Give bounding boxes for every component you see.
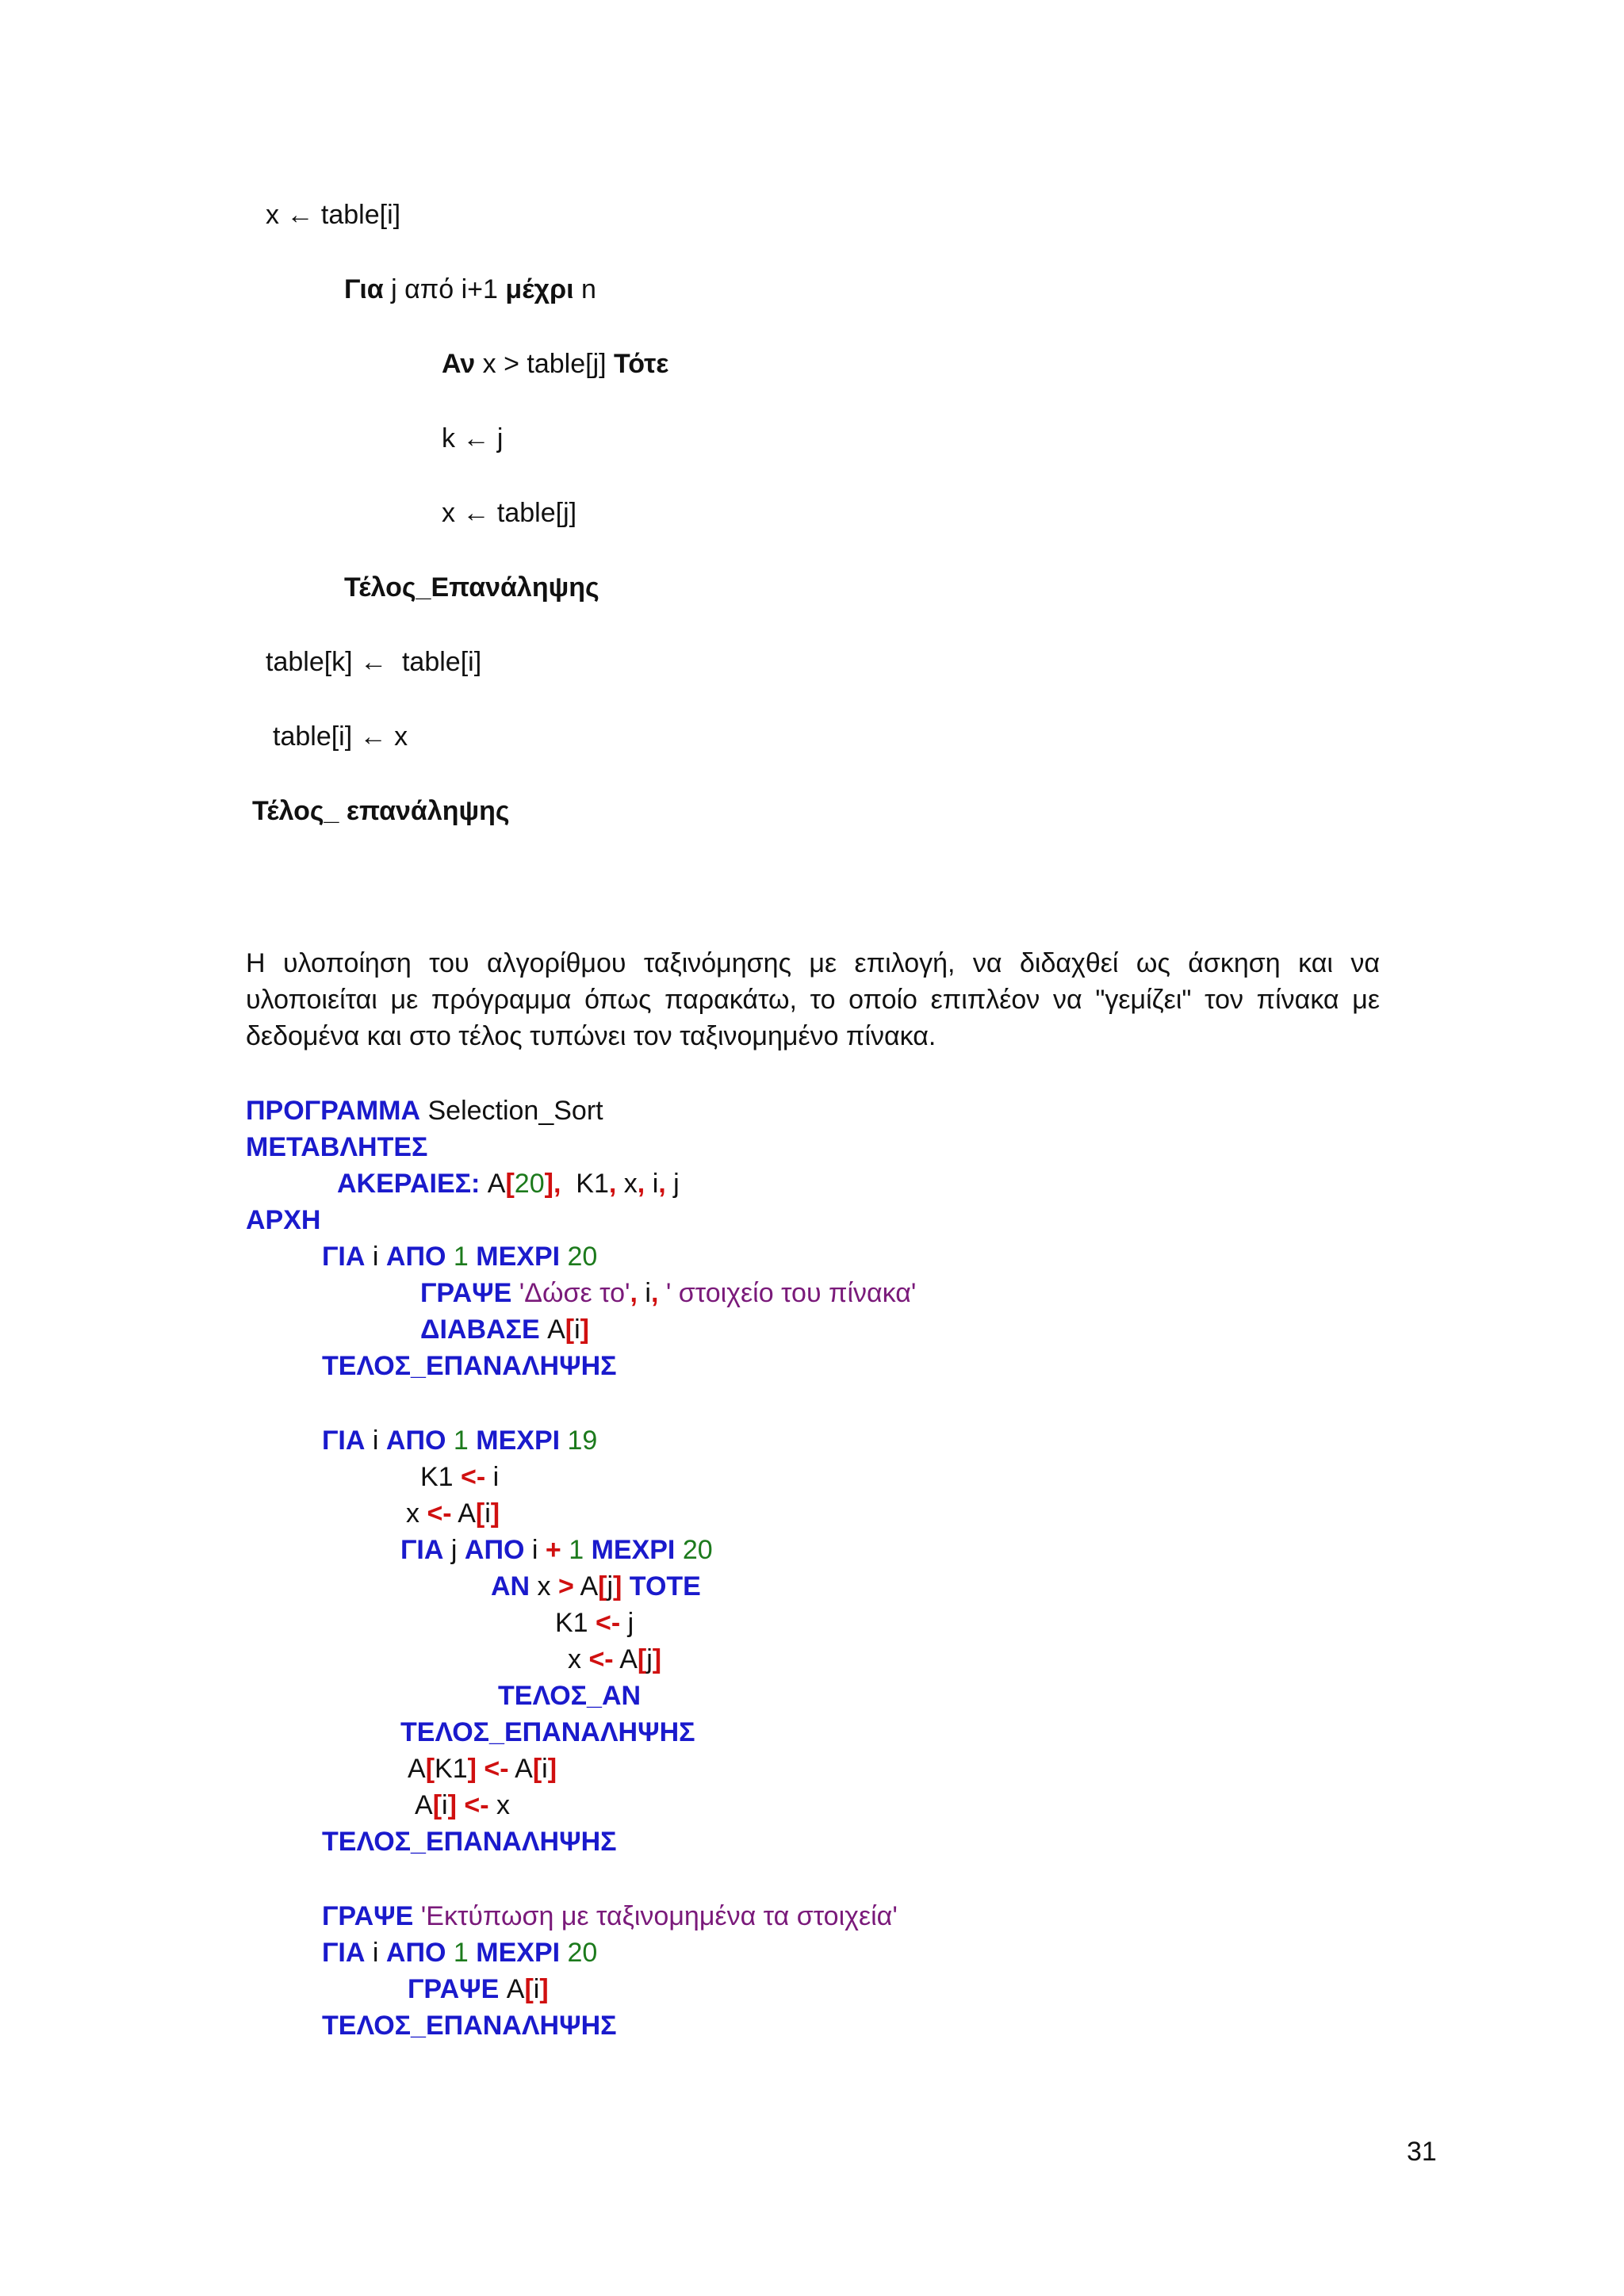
code-line-4	[246, 1204, 320, 1236]
keyword: Τέλος_Επανάληψης	[344, 572, 599, 603]
bracket: [	[505, 1169, 515, 1199]
code-line-13	[491, 1571, 701, 1602]
pseudo-line-6	[344, 572, 599, 603]
keyword: ΠΡΟΓΡΑΜΜΑ	[246, 1096, 421, 1126]
keyword: Τέλος_ επανάληψης	[252, 796, 510, 826]
left-arrow-icon: ←	[286, 200, 314, 230]
text: x	[266, 200, 287, 230]
plus-operator: +	[545, 1535, 561, 1565]
code-line-20	[322, 1826, 617, 1858]
text: j	[620, 1608, 634, 1638]
text: A	[613, 1644, 638, 1674]
code-line-7	[420, 1314, 589, 1345]
pseudo-line-1	[266, 199, 400, 231]
text: i	[637, 1278, 651, 1308]
text: i	[645, 1169, 659, 1199]
bracket: ]	[447, 1790, 457, 1820]
text: x	[488, 1790, 510, 1820]
comma: ,	[630, 1278, 638, 1308]
text: K1	[420, 1462, 462, 1492]
text: i	[485, 1462, 500, 1492]
text: table[i]	[273, 721, 360, 752]
code-line-19	[415, 1789, 510, 1821]
bracket: ]	[467, 1754, 477, 1784]
text: i	[365, 1242, 386, 1272]
code-line-1	[246, 1095, 603, 1127]
text: K1	[561, 1169, 609, 1199]
code-line-14	[555, 1607, 634, 1639]
keyword: ΜΕΧΡΙ	[591, 1535, 676, 1565]
text: i	[542, 1754, 548, 1784]
assign-operator: <-	[461, 1462, 486, 1492]
keyword: ΤΕΛΟΣ_ΕΠΑΝΑΛΗΨΗΣ	[322, 2011, 617, 2041]
text: A	[499, 1974, 525, 2004]
keyword: ΑΠΟ	[385, 1242, 446, 1272]
page-number: 31	[1407, 2137, 1437, 2167]
code-line-3	[337, 1168, 680, 1200]
bracket: [	[432, 1790, 442, 1820]
text: i	[442, 1790, 448, 1820]
text: x	[442, 498, 463, 528]
string: 'Εκτύπωση με ταξινομημένα τα στοιχεία'	[413, 1901, 898, 1931]
bracket: ]	[613, 1571, 622, 1601]
text: i	[524, 1535, 546, 1565]
assign-operator: <-	[427, 1498, 452, 1529]
number: 20	[675, 1535, 713, 1565]
text: j	[443, 1535, 465, 1565]
code-line-5	[322, 1241, 597, 1272]
bracket: ]	[652, 1644, 662, 1674]
text: A	[508, 1754, 533, 1784]
number: 20	[560, 1242, 598, 1272]
description-paragraph: Η υλοποίηση του αλγορίθμου ταξινόμησης με επιλογή, να διδαχθεί ως άσκηση και να υλοποιείται με πρόγραμμα όπως παρακάτω, το οποίο επιπλέον να "γεμίζει" τον πίνακα με δεδομένα και στο τέλος τυπώνει τον ταξινομημένο πίνακα.	[246, 948, 1380, 1051]
text: k	[442, 423, 463, 453]
keyword: Τότε	[614, 349, 669, 379]
keyword: ΑΠΟ	[385, 1938, 446, 1968]
left-arrow-icon: ←	[360, 647, 388, 677]
code-line-8	[322, 1350, 617, 1382]
number: 1	[446, 1938, 477, 1968]
text: A	[408, 1754, 426, 1784]
keyword: Για	[344, 274, 384, 304]
code-line-23	[408, 1973, 549, 2005]
pseudo-line-3	[442, 348, 668, 380]
code-line-12	[400, 1534, 713, 1566]
number: 1	[561, 1535, 592, 1565]
comma: ,	[637, 1169, 645, 1199]
text: A	[415, 1790, 433, 1820]
number: 19	[560, 1425, 598, 1456]
code-line-18	[408, 1753, 557, 1785]
text: A	[573, 1571, 599, 1601]
keyword: ΤΕΛΟΣ_ΕΠΑΝΑΛΗΨΗΣ	[322, 1827, 617, 1857]
text: j από i+1	[383, 274, 506, 304]
text: A	[539, 1314, 565, 1345]
keyword: ΜΕΧΡΙ	[476, 1242, 561, 1272]
text: j	[646, 1644, 653, 1674]
code-line-10	[420, 1461, 499, 1493]
left-arrow-icon: ←	[462, 423, 490, 453]
bracket: [	[598, 1571, 607, 1601]
code-line-17	[400, 1716, 695, 1748]
bracket: [	[532, 1754, 542, 1784]
code-line-9	[322, 1425, 597, 1456]
bracket: ]	[490, 1498, 500, 1529]
bracket: ]	[580, 1314, 589, 1345]
pseudo-line-7	[266, 646, 481, 678]
number: 1	[446, 1242, 477, 1272]
text: j	[607, 1571, 614, 1601]
text: i	[574, 1314, 580, 1345]
comma: ,	[658, 1169, 666, 1199]
text: j	[665, 1169, 680, 1199]
keyword: ΓΙΑ	[322, 1242, 366, 1272]
assign-operator: <-	[476, 1754, 509, 1784]
text: i	[365, 1938, 386, 1968]
keyword: ΓΡΑΨΕ	[322, 1901, 414, 1931]
code-line-6	[420, 1277, 916, 1309]
keyword: ΤΕΛΟΣ_ΕΠΑΝΑΛΗΨΗΣ	[322, 1351, 617, 1381]
text: x	[616, 1169, 638, 1199]
keyword: ΓΙΑ	[322, 1425, 366, 1456]
bracket: [	[565, 1314, 575, 1345]
string: 'Δώσε το'	[511, 1278, 630, 1308]
keyword: Αν	[442, 349, 476, 379]
keyword: ΓΙΑ	[322, 1938, 366, 1968]
bracket: [	[475, 1498, 485, 1529]
text: K1	[435, 1754, 468, 1784]
keyword: ΜΕΤΑΒΛΗΤΕΣ	[246, 1132, 428, 1162]
keyword: ΑΡΧΗ	[246, 1205, 321, 1235]
text: x	[406, 1498, 427, 1529]
text: x	[568, 1644, 589, 1674]
code-line-2	[246, 1131, 427, 1163]
text: A	[451, 1498, 476, 1529]
text: table[j]	[489, 498, 577, 528]
number: 20	[514, 1169, 545, 1199]
number: 20	[560, 1938, 598, 1968]
text: i	[533, 1974, 540, 2004]
keyword: ΑΠΟ	[385, 1425, 446, 1456]
string: ' στοιχείο του πίνακα'	[658, 1278, 917, 1308]
text: table[i]	[387, 647, 482, 677]
code-line-15	[568, 1644, 661, 1675]
text: table[k]	[266, 647, 361, 677]
assign-operator: <-	[588, 1644, 614, 1674]
text: n	[573, 274, 596, 304]
text: j	[489, 423, 504, 453]
text: K1	[555, 1608, 596, 1638]
text: i	[365, 1425, 386, 1456]
text: x	[530, 1571, 559, 1601]
bracket: [	[637, 1644, 647, 1674]
bracket: [	[425, 1754, 435, 1784]
text: i	[485, 1498, 491, 1529]
pseudo-line-9	[252, 795, 510, 827]
pseudo-line-8	[273, 721, 408, 752]
keyword: ΤΟΤΕ	[622, 1571, 701, 1601]
code-line-22	[322, 1937, 597, 1969]
keyword: ΜΕΧΡΙ	[476, 1425, 561, 1456]
keyword: ΜΕΧΡΙ	[476, 1938, 561, 1968]
keyword: ΑΠΟ	[464, 1535, 525, 1565]
keyword: ΓΡΑΨΕ	[408, 1974, 500, 2004]
bracket: [	[524, 1974, 534, 2004]
code-line-21	[322, 1900, 898, 1932]
text: A	[480, 1169, 506, 1199]
program-name: Selection_Sort	[420, 1096, 603, 1126]
text: table[i]	[313, 200, 401, 230]
keyword: ΤΕΛΟΣ_ΕΠΑΝΑΛΗΨΗΣ	[400, 1717, 695, 1747]
comma: ,	[608, 1169, 617, 1199]
text: x > table[j]	[475, 349, 615, 379]
pseudo-line-2	[344, 274, 596, 305]
code-line-16	[498, 1680, 641, 1712]
greater-operator: >	[558, 1571, 574, 1601]
bracket: ]	[547, 1754, 557, 1784]
bracket: ],	[544, 1169, 561, 1199]
pseudo-line-4	[442, 423, 503, 454]
text: x	[386, 721, 408, 752]
keyword: ΓΙΑ	[400, 1535, 444, 1565]
keyword: μέχρι	[505, 274, 574, 304]
code-line-24	[322, 2010, 617, 2042]
assign-operator: <-	[456, 1790, 489, 1820]
left-arrow-icon: ←	[359, 721, 387, 752]
number: 1	[446, 1425, 477, 1456]
bracket: ]	[539, 1974, 549, 2004]
keyword: ΓΡΑΨΕ	[420, 1278, 512, 1308]
keyword: ΤΕΛΟΣ_ΑΝ	[498, 1681, 642, 1711]
keyword: ΑΚΕΡΑΙΕΣ:	[337, 1169, 481, 1199]
comma: ,	[650, 1278, 659, 1308]
keyword: ΔΙΑΒΑΣΕ	[420, 1314, 540, 1345]
assign-operator: <-	[596, 1608, 621, 1638]
keyword: ΑΝ	[491, 1571, 530, 1601]
code-line-11	[406, 1498, 500, 1529]
left-arrow-icon: ←	[462, 498, 490, 528]
pseudo-line-5	[442, 497, 576, 529]
